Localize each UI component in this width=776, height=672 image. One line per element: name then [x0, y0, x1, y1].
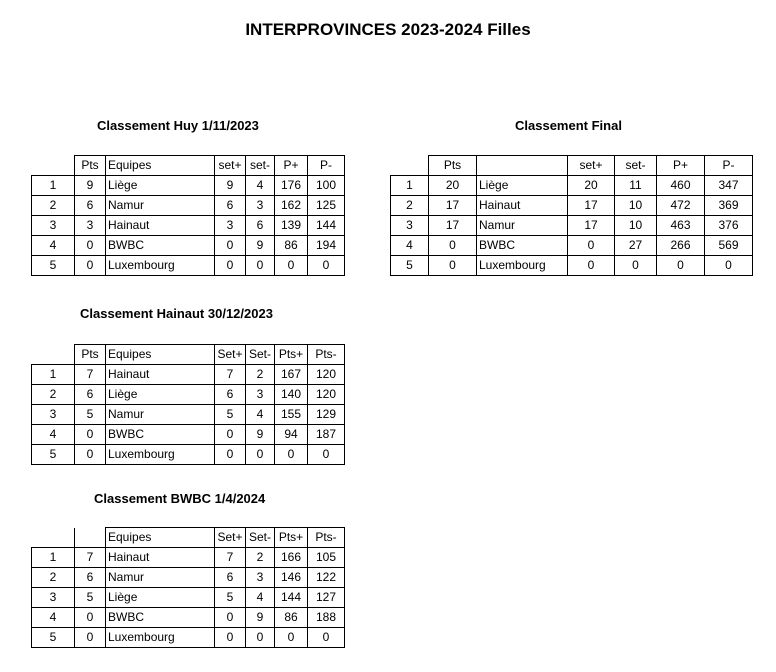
value-cell: 0 [246, 256, 275, 276]
table-title-bwbc: Classement BWBC 1/4/2024 [94, 491, 266, 506]
value-cell: 0 [75, 445, 106, 465]
table-row [32, 628, 345, 648]
value-cell: 0 [75, 628, 106, 648]
standings-table-bwbc [31, 527, 345, 648]
header-cell: Pts [75, 345, 106, 365]
value-cell: 2 [32, 196, 75, 216]
table-title-final: Classement Final [515, 118, 622, 133]
value-cell: 9 [246, 425, 275, 445]
value-cell: 6 [75, 568, 106, 588]
value-cell: 27 [615, 236, 657, 256]
value-cell: 7 [215, 365, 246, 385]
team-cell: Luxembourg [106, 445, 215, 465]
value-cell: 0 [215, 628, 246, 648]
team-cell: Liège [106, 385, 215, 405]
value-cell: 3 [32, 588, 75, 608]
value-cell: 472 [657, 196, 705, 216]
header-cell: Set+ [215, 528, 246, 548]
value-cell: 6 [215, 568, 246, 588]
value-cell: 6 [75, 385, 106, 405]
table-row [32, 196, 345, 216]
value-cell: 5 [215, 588, 246, 608]
header-cell: Equipes [106, 345, 215, 365]
value-cell: 140 [275, 385, 308, 405]
value-cell: 144 [308, 216, 345, 236]
value-cell: 129 [308, 405, 345, 425]
value-cell: 162 [275, 196, 308, 216]
value-cell: 5 [75, 588, 106, 608]
value-cell: 6 [215, 385, 246, 405]
header-cell: P+ [657, 156, 705, 176]
team-cell: Namur [106, 405, 215, 425]
value-cell: 0 [75, 256, 106, 276]
value-cell: 5 [32, 445, 75, 465]
value-cell: 0 [275, 445, 308, 465]
value-cell: 144 [275, 588, 308, 608]
header-cell [391, 156, 429, 176]
value-cell: 1 [32, 548, 75, 568]
table-row [32, 385, 345, 405]
header-cell: Pts- [308, 345, 345, 365]
table-header-row [32, 528, 345, 548]
value-cell: 3 [32, 405, 75, 425]
value-cell: 4 [391, 236, 429, 256]
value-cell: 3 [215, 216, 246, 236]
table-row [391, 176, 753, 196]
header-cell: Set+ [215, 345, 246, 365]
table-row [391, 256, 753, 276]
value-cell: 9 [246, 608, 275, 628]
header-cell: set+ [568, 156, 615, 176]
value-cell: 0 [705, 256, 753, 276]
value-cell: 6 [215, 196, 246, 216]
table-row [32, 256, 345, 276]
header-cell [32, 156, 75, 176]
header-cell: P+ [275, 156, 308, 176]
header-cell: Set- [246, 528, 275, 548]
value-cell: 0 [308, 256, 345, 276]
value-cell: 0 [275, 628, 308, 648]
team-cell: Liège [477, 176, 568, 196]
value-cell: 7 [75, 365, 106, 385]
header-cell: set- [246, 156, 275, 176]
table-row [32, 568, 345, 588]
value-cell: 3 [391, 216, 429, 236]
value-cell: 9 [215, 176, 246, 196]
value-cell: 1 [32, 365, 75, 385]
team-cell: Namur [106, 196, 215, 216]
team-cell: Hainaut [477, 196, 568, 216]
table-row [32, 425, 345, 445]
table-header-row [32, 156, 345, 176]
value-cell: 2 [391, 196, 429, 216]
value-cell: 0 [615, 256, 657, 276]
value-cell: 194 [308, 236, 345, 256]
value-cell: 3 [246, 385, 275, 405]
header-cell: Pts+ [275, 528, 308, 548]
table-row [32, 548, 345, 568]
team-cell: Hainaut [106, 548, 215, 568]
header-cell: Pts [429, 156, 477, 176]
table-row [32, 236, 345, 256]
value-cell: 127 [308, 588, 345, 608]
value-cell: 94 [275, 425, 308, 445]
table-row [32, 405, 345, 425]
value-cell: 9 [75, 176, 106, 196]
value-cell: 0 [429, 256, 477, 276]
value-cell: 2 [246, 548, 275, 568]
value-cell: 7 [75, 548, 106, 568]
header-cell: P- [705, 156, 753, 176]
header-cell: Equipes [106, 156, 215, 176]
value-cell: 86 [275, 608, 308, 628]
header-cell: set+ [215, 156, 246, 176]
value-cell: 0 [308, 445, 345, 465]
value-cell: 17 [568, 196, 615, 216]
value-cell: 0 [246, 445, 275, 465]
value-cell: 155 [275, 405, 308, 425]
header-cell: P- [308, 156, 345, 176]
team-cell: BWBC [477, 236, 568, 256]
header-cell: Set- [246, 345, 275, 365]
header-cell [32, 345, 75, 365]
header-cell: Pts [75, 156, 106, 176]
header-cell: Equipes [106, 528, 215, 548]
value-cell: 4 [246, 405, 275, 425]
value-cell: 7 [215, 548, 246, 568]
value-cell: 120 [308, 385, 345, 405]
value-cell: 4 [246, 176, 275, 196]
value-cell: 188 [308, 608, 345, 628]
team-cell: Hainaut [106, 365, 215, 385]
value-cell: 369 [705, 196, 753, 216]
value-cell: 0 [308, 628, 345, 648]
value-cell: 4 [32, 608, 75, 628]
value-cell: 20 [429, 176, 477, 196]
value-cell: 0 [568, 236, 615, 256]
value-cell: 0 [215, 256, 246, 276]
value-cell: 0 [215, 608, 246, 628]
table-row [391, 216, 753, 236]
team-cell: Liège [106, 588, 215, 608]
value-cell: 10 [615, 216, 657, 236]
value-cell: 2 [32, 568, 75, 588]
value-cell: 0 [246, 628, 275, 648]
table-row [32, 216, 345, 236]
value-cell: 1 [391, 176, 429, 196]
team-cell: Luxembourg [477, 256, 568, 276]
value-cell: 17 [568, 216, 615, 236]
table-row [32, 588, 345, 608]
value-cell: 10 [615, 196, 657, 216]
value-cell: 166 [275, 548, 308, 568]
standings-table-final [390, 155, 753, 276]
standings-table-hainaut [31, 344, 345, 465]
standings-table-huy [31, 155, 345, 276]
value-cell: 100 [308, 176, 345, 196]
value-cell: 176 [275, 176, 308, 196]
team-cell: BWBC [106, 236, 215, 256]
value-cell: 4 [246, 588, 275, 608]
value-cell: 2 [32, 385, 75, 405]
value-cell: 120 [308, 365, 345, 385]
value-cell: 17 [429, 196, 477, 216]
header-cell [75, 528, 106, 548]
value-cell: 376 [705, 216, 753, 236]
value-cell: 3 [75, 216, 106, 236]
value-cell: 146 [275, 568, 308, 588]
table-row [32, 365, 345, 385]
value-cell: 4 [32, 425, 75, 445]
value-cell: 5 [215, 405, 246, 425]
team-cell: Liège [106, 176, 215, 196]
team-cell: BWBC [106, 425, 215, 445]
table-header-row [32, 345, 345, 365]
value-cell: 0 [215, 425, 246, 445]
value-cell: 0 [75, 236, 106, 256]
page-title: INTERPROVINCES 2023-2024 Filles [245, 20, 531, 39]
value-cell: 6 [246, 216, 275, 236]
value-cell: 0 [215, 236, 246, 256]
table-row [32, 445, 345, 465]
value-cell: 167 [275, 365, 308, 385]
value-cell: 17 [429, 216, 477, 236]
value-cell: 187 [308, 425, 345, 445]
value-cell: 0 [215, 445, 246, 465]
table-row [391, 236, 753, 256]
table-row [391, 196, 753, 216]
team-cell: Namur [106, 568, 215, 588]
value-cell: 3 [32, 216, 75, 236]
value-cell: 11 [615, 176, 657, 196]
table-header-row [391, 156, 753, 176]
value-cell: 463 [657, 216, 705, 236]
header-cell [32, 528, 75, 548]
value-cell: 86 [275, 236, 308, 256]
value-cell: 9 [246, 236, 275, 256]
header-cell: Pts+ [275, 345, 308, 365]
value-cell: 20 [568, 176, 615, 196]
value-cell: 2 [246, 365, 275, 385]
value-cell: 5 [391, 256, 429, 276]
value-cell: 0 [429, 236, 477, 256]
team-cell: Hainaut [106, 216, 215, 236]
value-cell: 0 [75, 608, 106, 628]
value-cell: 1 [32, 176, 75, 196]
value-cell: 122 [308, 568, 345, 588]
table-row [32, 176, 345, 196]
header-cell: Pts- [308, 528, 345, 548]
value-cell: 0 [657, 256, 705, 276]
value-cell: 0 [75, 425, 106, 445]
team-cell: BWBC [106, 608, 215, 628]
value-cell: 3 [246, 196, 275, 216]
value-cell: 0 [275, 256, 308, 276]
value-cell: 347 [705, 176, 753, 196]
value-cell: 6 [75, 196, 106, 216]
value-cell: 125 [308, 196, 345, 216]
value-cell: 0 [568, 256, 615, 276]
value-cell: 569 [705, 236, 753, 256]
team-cell: Luxembourg [106, 628, 215, 648]
value-cell: 4 [32, 236, 75, 256]
value-cell: 139 [275, 216, 308, 236]
value-cell: 105 [308, 548, 345, 568]
team-cell: Namur [477, 216, 568, 236]
value-cell: 5 [75, 405, 106, 425]
value-cell: 5 [32, 628, 75, 648]
value-cell: 460 [657, 176, 705, 196]
table-title-hainaut: Classement Hainaut 30/12/2023 [80, 306, 273, 321]
team-cell: Luxembourg [106, 256, 215, 276]
table-row [32, 608, 345, 628]
header-cell: set- [615, 156, 657, 176]
table-title-huy: Classement Huy 1/11/2023 [97, 118, 259, 133]
value-cell: 5 [32, 256, 75, 276]
header-cell [477, 156, 568, 176]
value-cell: 266 [657, 236, 705, 256]
value-cell: 3 [246, 568, 275, 588]
